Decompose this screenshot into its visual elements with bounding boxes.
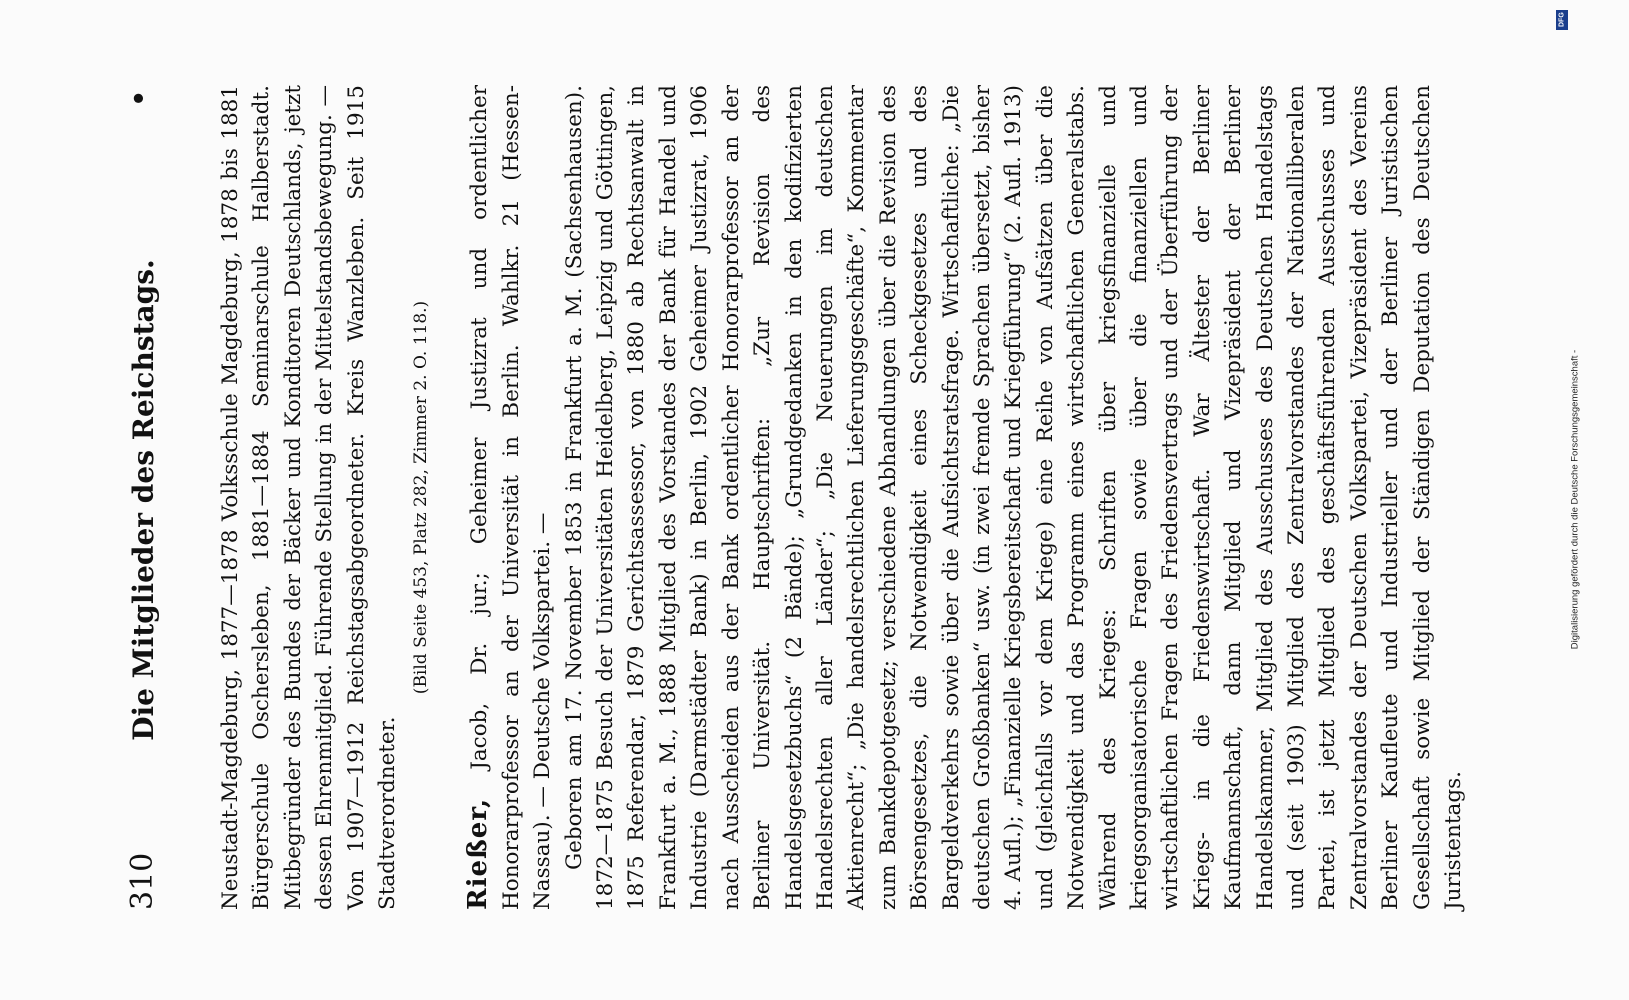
entry-intro-text: Jacob, Dr. jur.; Geheimer Justizrat und ordentlicher Honorarprofessor an der Universität in Berlin. Wahlkr. 21 (Hessen-Nassau). — Deutsche Volkspartei. —: [467, 85, 556, 910]
page-number: 310: [125, 852, 160, 910]
continued-entry-text: Neustadt-Magdeburg, 1877—1878 Volksschule Magdeburg, 1878 bis 1881 Bürgerschule Oschersleben, 1881—1884 Seminarschule Halberstadt. Mitbegründer des Bundes der Bäcker und Konditoren Deutschlands, jetzt dessen Ehrenmitglied. Führende Stellung in der Mittelstandsbewegung. — Von 1907—1912 Reichstagsabgeordneter. Kreis Wanzleben. Seit 1915 Stadtverordneter.: [218, 85, 401, 910]
body-text: [215, 85, 1469, 910]
digitization-note: [1568, 35, 1582, 965]
digitization-note-text: Digitalisierung gefördert durch die Deutsche Forschungsgemeinschaft -: [1569, 349, 1581, 650]
page-mark: •: [125, 90, 155, 107]
running-title: Die Mitglieder des Reichstags.: [127, 259, 160, 741]
entry-biography: Geboren am 17. November 1853 in Frankfurt a. M. (Sachsenhausen). 1872—1875 Besuch der Universitäten Heidelberg, Leipzig und Göttingen, 1875 Referendar, 1879 Gerichtsassessor, von 1880 ab Rechtsanwalt in Frankfurt a. M., 1888 Mitglied des Vorstandes der Bank für Handel und Industrie (Darmstädter Bank) in Berlin, 1902 Geheimer Justizrat, 1906 nach Ausscheiden aus der Bank ordentlicher Honorarprofessor an der Berliner Universität. Hauptschriften: „Zur Revision des Handelsgesetzbuchs“ (2 Bände); „Grundgedanken in den kodifizierten Handelsrechten aller Länder“; „Die Neuerungen im deutschen Aktienrecht“; „Die handelsrechtlichen Lieferungsgeschäfte“, Kommentar zum Bankdepotgesetz; verschiedene Abhandlungen über die Revision des Börsengesetzes, die Notwendigkeit eines Scheckgesetzes und des Bargeldverkehrs sowie über die Aufsichtsratsfrage. Wirtschaftliche: „Die deutschen Großbanken“ usw. (in zwei fremde Sprachen übersetzt, bisher 4. Aufl.); „Finanzielle Kriegsbereitschaft und Kriegführung“ (2. Aufl. 1913) und (gleichfalls vor dem Kriege) eine Reihe von Aufsätzen über die Notwendigkeit und das Programm eines wirtschaftlichen Generalstabs. Während des Krieges: Schriften über kriegsfinanzielle und kriegsorganisatorische Fragen sowie über die finanziellen und wirtschaftlichen Fragen des Friedensvertrags und der Überführung der Kriegs- in die Friedenswirtschaft. War Ältester der Berliner Kaufmannschaft, dann Mitglied und Vizepräsident der Berliner Handelskammer, Mitglied des Ausschusses des Deutschen Handelstags und (seit 1903) Mitglied des Zentralvorstandes der Nationalliberalen Partei, ist jetzt Mitglied des geschäftsführenden Ausschusses und Zentralvorstandes der Deutschen Volkspartei, Vizepräsident des Vereins Berliner Kaufleute und Industrieller und der Berliner Juristischen Gesellschaft sowie Mitglied der Ständigen Deputation des Deutschen Juristentags.: [561, 85, 1467, 910]
book-page: [65, 50, 1565, 950]
entry-intro: [463, 85, 558, 910]
photo-note: (Bild Seite 453, Platz 282, Zimmer 2. O. 118.): [411, 300, 432, 695]
running-head: [125, 90, 165, 910]
entry-name: Rießer,: [463, 797, 494, 910]
dfg-logo: DFG: [1556, 10, 1568, 30]
